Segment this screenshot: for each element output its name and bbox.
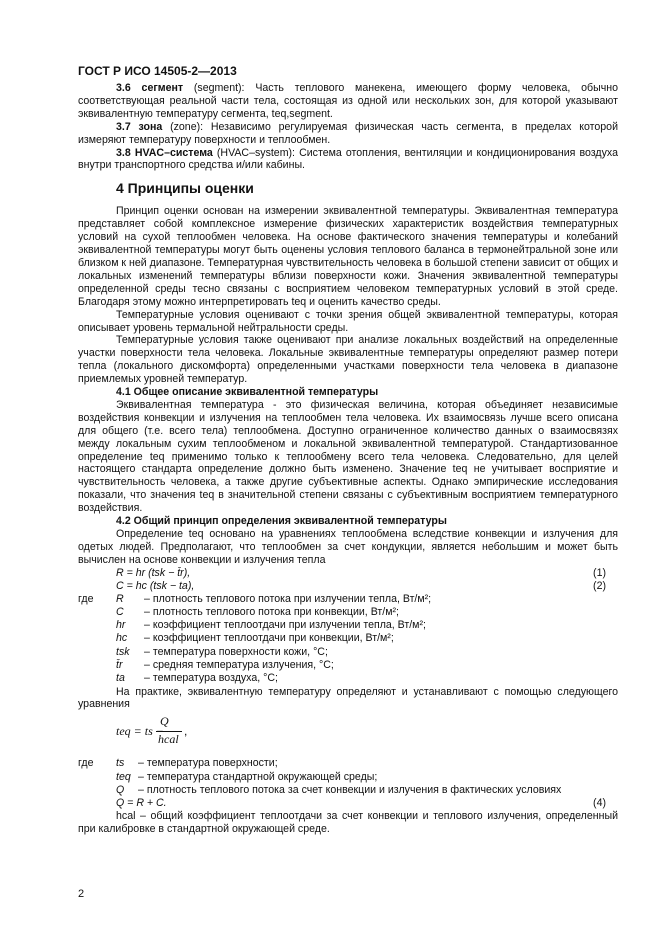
equation-3-tail: , <box>184 724 188 739</box>
symbol-description: – плотность теплового потока при излучении тепла, Вт/м²; <box>144 592 432 605</box>
definition-3-8: 3.8 HVAC–система (HVAC–system): Система отопления, вентиляции и кондиционирования воздуха внутри транспортного средства и/или кабины. <box>78 146 618 172</box>
definition-row <box>78 632 618 645</box>
document-header: ГОСТ Р ИСО 14505-2—2013 <box>78 64 237 78</box>
definition-row <box>78 593 618 606</box>
symbol-description: – температура поверхности кожи, °С; <box>144 645 328 658</box>
equation-4-formula: Q = R + C. <box>116 797 167 810</box>
symbol: hc <box>116 632 128 645</box>
definition-row <box>78 771 618 784</box>
section-4-heading: 4 Принципы оценки <box>116 180 254 197</box>
equation-2-number: (2) <box>593 579 606 592</box>
equation-3 <box>78 715 618 751</box>
equation-1 <box>78 567 618 580</box>
definition-row <box>78 619 618 632</box>
equation-2-formula: C = hc (tsk − ta), <box>116 579 195 592</box>
symbol: R <box>116 592 124 605</box>
definition-3-6: 3.6 сегмент (segment): Часть теплового манекена, имеющего форму человека, обычно соответствующая реальной части тела, состоящая из одной или нескольких зон, для которой указывают эквивалентную температуру сегмента, teq,segment. <box>78 82 618 120</box>
symbol: ta <box>116 672 125 685</box>
definition-row <box>78 672 618 685</box>
equation-4-number: (4) <box>593 797 606 810</box>
symbol-description: – коэффициент теплоотдачи при конвекции, Вт/м²; <box>144 632 394 645</box>
equation-3-denominator: hcal <box>158 732 179 747</box>
where-label: где <box>78 757 94 770</box>
section-4-2-paragraph-2: На практике, эквивалентную температуру определяют и устанавливают с помощью следующего уравнения <box>78 685 618 711</box>
symbol: t̄r <box>116 658 123 671</box>
symbol-description: – коэффициент теплоотдачи при излучении тепла, Вт/м²; <box>144 619 426 632</box>
symbol: teq <box>116 770 131 783</box>
definition-3-7: 3.7 зона (zone): Независимо регулируемая физическая часть сегмента, в пределах которой измеряют температуру поверхности и теплообмен. <box>78 120 618 146</box>
definition-row <box>78 659 618 672</box>
equation-3-left: teq = ts − <box>116 724 164 739</box>
symbol: C <box>116 605 124 618</box>
document-body <box>78 82 618 836</box>
page-number: 2 <box>78 888 85 900</box>
where-label: где <box>78 592 94 605</box>
section-4-paragraph-2: Температурные условия оценивают с точки зрения общей эквивалентной температуры, которая описывает уровень термальной нейтральности среды. <box>78 308 618 334</box>
symbol: tsk <box>116 645 130 658</box>
definition-row <box>78 606 618 619</box>
symbol: Q <box>116 783 125 796</box>
section-4-2-paragraph-3: hcal – общий коэффициент теплоотдачи за счет конвекции и теплового излучения, определенный при калибровке в стандартной окружающей среде. <box>78 810 618 836</box>
equation-1-formula: R = hr (tsk − t̄r), <box>116 566 191 579</box>
definition-row <box>78 646 618 659</box>
symbol-description: – температура поверхности; <box>138 757 278 770</box>
symbol-description: – температура воздуха, °С; <box>144 672 278 685</box>
section-4-2-paragraph-1: Определение teq основано на уравнениях теплообмена вследствие конвекции и излучения для одетых людей. Предполагают, что теплообмен за счет кондукции, является небольшим и может быть вычислен на основе конвекции и излучения тепла <box>78 528 618 566</box>
equation-4 <box>78 797 618 810</box>
symbol-description: – плотность теплового потока за счет конвекции и излучения в фактических условиях <box>138 783 562 796</box>
section-4-1-heading: 4.1 Общее описание эквивалентной температуры <box>116 386 379 399</box>
symbol-description: – средняя температура излучения, °С; <box>144 658 334 671</box>
equation-2 <box>78 580 618 593</box>
symbol-description: – плотность теплового потока при конвекции, Вт/м²; <box>144 605 399 618</box>
section-4-1-paragraph: Эквивалентная температура - это физическая величина, которая объединяет независимые воздействия конвекции и излучения на теплообмен тела человека. Их взаимосвязь лучше всего описана для общего (т.е. всего тела) теплообмена. Доступно ограниченное количество данных о взаимосвязях между локальным сухим теплообменом и локальной эквивалентной температурой. Стандартизованное определение teq применимо только к теплообмену всего тела человека. Следовательно, для целей настоящего стандарта определение должно быть изменено. Значение teq не учитывает восприятие и чувствительность человека, а также другие субъективные аспекты. Однако эмпирические исследования показали, что значения teq в значительной степени связаны с субъективным восприятием температурного воздействия. <box>78 398 618 515</box>
symbol-description: – температура стандартной окружающей среды; <box>138 770 378 783</box>
section-4-2-heading: 4.2 Общий принцип определения эквивалентной температуры <box>116 515 447 528</box>
equation-1-number: (1) <box>593 566 606 579</box>
symbol: hr <box>116 619 126 632</box>
definition-row <box>78 784 618 797</box>
symbol: ts <box>116 757 125 770</box>
section-4-paragraph-3: Температурные условия также оценивают при анализе локальных воздействий на определенные участки поверхности тела человека. Локальные эквивалентные температуры определяют размер потери тепла (локального дискомфорта) определенными участками поверхности тела человека в диапазоне приемлемых уровней температур. <box>78 334 618 386</box>
definition-row <box>78 757 618 770</box>
section-4-paragraph-1: Принцип оценки основан на измерении эквивалентной температуры. Эквивалентная температура представляет собой комплексное измерение физических характеристик воздействия температурных условий на сухой теплообмен человека. На основе фактического значения температуры и колебаний эквивалентной температуры могут быть оценены условия теплового баланса в термонейтральной зоне или близком к ней диапазоне. Температурная чувствительность человека в большой степени зависит от общих и локальных изменений температуры вблизи поверхности кожи. Значения эквивалентной температуры определенной среды тесно связаны с восприятием человеком температурных условий в этой среде. Благодаря этому можно интерпретировать teq и оценить качество среды. <box>78 205 618 308</box>
equation-3-numerator: Q <box>160 714 169 729</box>
